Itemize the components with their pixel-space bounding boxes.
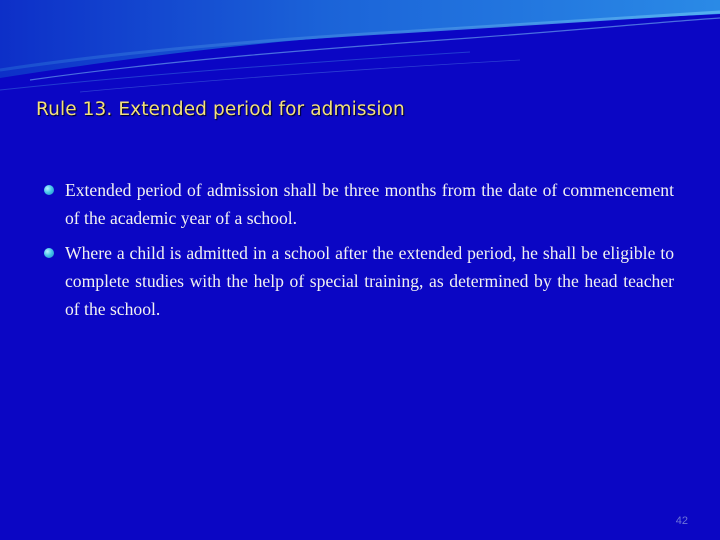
bullet-item [44,176,674,232]
bullet-dot-icon [44,248,54,258]
bullet-dot-icon [44,185,54,195]
bullet-text: Where a child is admitted in a school after the extended period, he shall be eligible to complete studies with the help of special training, as determined by the head teacher of the school. [65,243,674,319]
bullet-item [44,239,674,323]
slide-number: 42 [675,515,688,527]
header-wave-decoration [0,0,720,100]
bullet-list [44,176,674,330]
slide-title: Rule 13. Extended period for admission [36,99,405,120]
bullet-text: Extended period of admission shall be three months from the date of commencement of the academic year of a school. [65,180,674,228]
